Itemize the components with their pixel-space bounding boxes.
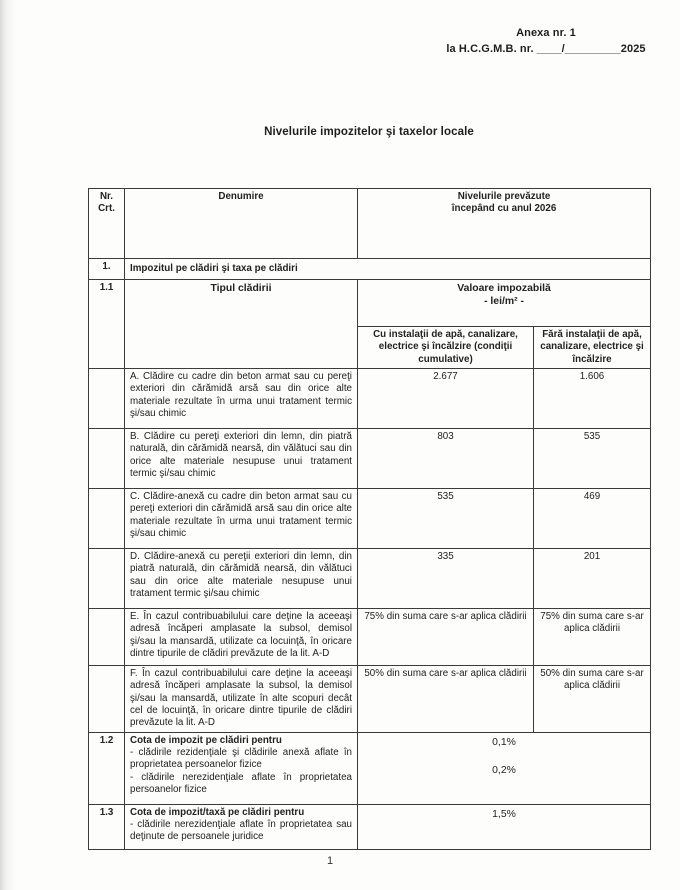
section-1-row — [89, 259, 651, 280]
page-number: 1 — [326, 855, 334, 867]
section-1-3-row — [89, 804, 651, 849]
header-nr-line2: Crt. — [98, 203, 115, 215]
header-niveluri-line2: începând cu anul 2026 — [451, 203, 557, 215]
section-1-3-number: 1.3 — [89, 804, 125, 849]
header-nr-line1: Nr. — [99, 191, 114, 202]
row-c-number-cell — [89, 489, 125, 549]
row-d-value-cu: 335 — [358, 549, 534, 609]
section-1-2-values — [358, 732, 651, 804]
building-row-e — [89, 609, 651, 666]
row-f-value-fara: 50% din suma care s-ar aplica clădirii — [534, 666, 651, 733]
section-1-2-number: 1.2 — [89, 732, 125, 804]
row-e-value-fara: 75% din suma care s-ar aplica clădirii — [534, 609, 651, 666]
section-1-2-item-1: - clădirile rezidenţiale şi clădirile anexă aflate în proprietatea persoanelor fizice — [130, 747, 352, 771]
col-fara-instalatii: Fără instalaţii de apă, canalizare, electrice şi încălzire — [534, 327, 651, 369]
section-1-2-item-2: - clădirile nerezidenţiale aflate în proprietatea persoanelor fizice — [130, 771, 352, 796]
row-e-description: E. În cazul contribuabilului care deţine la aceeaşi adresă încăperi amplasate la subsol, demisol şi/sau la mansardă, utilizate ca locuinţă, în oricare dintre tipurile de clădiri prevăzute de la lit. A-D — [125, 609, 358, 666]
document-title: Nivelurile impozitelor şi taxelor locale — [264, 126, 474, 138]
row-d-description: D. Clădire-anexă cu pereţii exteriori din lemn, din piatră naturală, din cărămidă nearsă, din vălătuci sau din orice alte materiale nesupuse unui tratament termic şi/sau chimic — [125, 549, 358, 609]
table-header-row — [89, 189, 651, 259]
annex-line-2: la H.C.G.M.B. nr. ____/_________2025 — [446, 42, 646, 55]
section-1-1-number: 1.1 — [89, 280, 125, 369]
valoare-impozabila-header — [358, 280, 651, 327]
annex-line-1: Anexa nr. 1 — [516, 27, 576, 39]
row-c-value-cu: 535 — [358, 489, 534, 549]
row-a-value-cu: 2.677 — [358, 369, 534, 429]
row-a-value-fara: 1.606 — [534, 369, 651, 429]
section-1-3-title: Cota de impozit/taxă pe clădiri pentru — [130, 806, 305, 818]
header-nr-crt — [89, 189, 125, 259]
section-1-2-title: Cota de impozit pe clădiri pentru — [130, 734, 282, 746]
building-row-a — [89, 369, 651, 429]
row-e-value-cu: 75% din suma care s-ar aplica clădirii — [358, 609, 534, 666]
row-b-number-cell — [89, 429, 125, 489]
header-denumire: Denumire — [125, 189, 358, 259]
section-1-3-values — [358, 804, 651, 849]
section-1-2-value-2: 0,2% — [492, 764, 516, 776]
tipul-cladirii-header: Tipul clădirii — [125, 280, 358, 369]
header-niveluri-line1: Nivelurile prevăzute — [457, 191, 551, 202]
building-row-c — [89, 489, 651, 549]
row-a-number-cell — [89, 369, 125, 429]
section-1-2-description — [125, 732, 358, 804]
valoare-line1: Valoare impozabilă — [457, 283, 551, 294]
section-1-1-header-row — [89, 280, 651, 327]
row-e-number-cell — [89, 609, 125, 666]
building-row-f — [89, 666, 651, 733]
section-1-3-item-1: - clădirile nerezidenţiale aflate în proprietatea sau deţinute de persoanele juridice — [130, 819, 352, 843]
valoare-line2: - lei/m² - — [484, 296, 524, 308]
section-1-2-row — [89, 732, 651, 804]
row-f-number-cell — [89, 666, 125, 733]
building-row-b — [89, 429, 651, 489]
row-d-value-fara: 201 — [534, 549, 651, 609]
section-1-label: Impozitul pe clădiri şi taxa pe clădiri — [125, 259, 651, 280]
row-f-value-cu: 50% din suma care s-ar aplica clădirii — [358, 666, 534, 733]
row-c-value-fara: 469 — [534, 489, 651, 549]
section-1-3-description — [125, 804, 358, 849]
row-b-value-fara: 535 — [534, 429, 651, 489]
row-c-description: C. Clădire-anexă cu cadre din beton armat sau cu pereţi exteriori din cărămidă arsă sau din orice alte materiale rezultate în urma unui tratament termic şi/sau chimic — [125, 489, 358, 549]
section-1-number: 1. — [89, 259, 125, 280]
annex-reference — [440, 26, 652, 58]
row-f-description: F. În cazul contribuabilului care deţine la aceeaşi adresă încăperi amplasate la subsol, la demisol şi/sau la mansardă, utilizate în alte scopuri decât cel de locuinţă, în oricare dintre tipurile de clădiri prevăzute la lit. A-D — [125, 666, 358, 733]
row-b-value-cu: 803 — [358, 429, 534, 489]
section-1-2-value-1: 0,1% — [492, 736, 516, 748]
row-b-description: B. Clădire cu pereţi exteriori din lemn, din piatră naturală, din cărămidă nearsă, din vălătuci sau din orice alte materiale nesupuse unui tratament termic şi/sau chimic — [125, 429, 358, 489]
row-a-description: A. Clădire cu cadre din beton armat sau cu pereţi exteriori din cărămidă arsă sau din orice alte materiale rezultate în urma unui tratament termic şi/sau chimic — [125, 369, 358, 429]
col-cu-instalatii: Cu instalaţii de apă, canalizare, electrice şi încălzire (condiţii cumulative) — [358, 327, 534, 369]
building-row-d — [89, 549, 651, 609]
section-1-3-value-1: 1,5% — [492, 808, 516, 820]
row-d-number-cell — [89, 549, 125, 609]
tax-levels-table — [88, 188, 651, 850]
header-niveluri — [358, 189, 651, 259]
